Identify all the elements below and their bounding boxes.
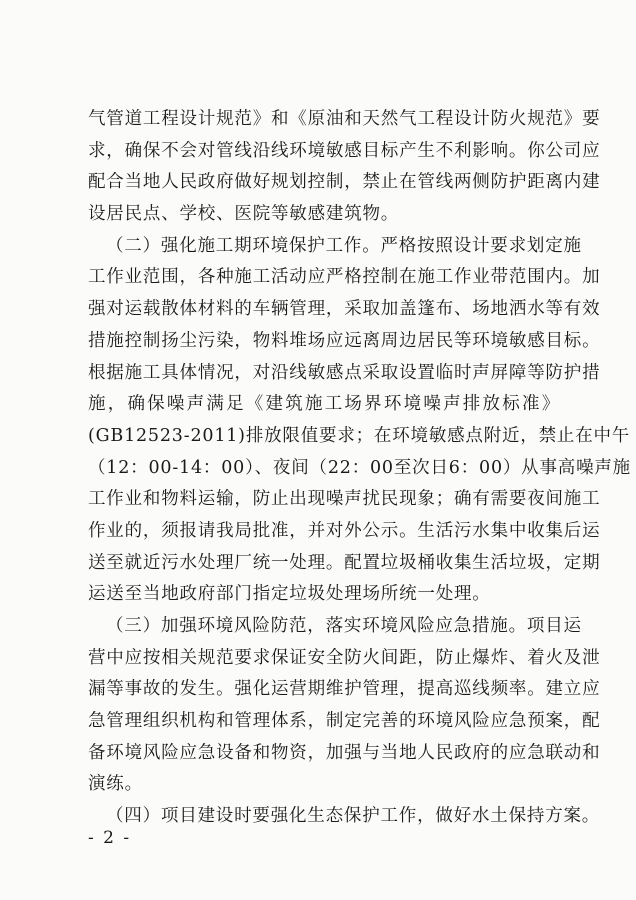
text-line: 运送至当地政府部门指定垃圾处理场所统一处理。 <box>88 584 491 605</box>
text-line: 营中应按相关规范要求保证安全防火间距，防止爆炸、着火及泄 <box>88 647 601 668</box>
text-line: 强对运载散体材料的车辆管理，采取加盖篷布、场地洒水等有效 <box>88 299 601 320</box>
text-line: 作业的，须报请我局批准，并对外公示。生活污水集中收集后运 <box>88 520 601 541</box>
text-line: 配合当地人民政府做好规划控制，禁止在管线两侧防护距离内建 <box>88 172 601 193</box>
text-line: （二）强化施工期环境保护工作。严格按照设计要求划定施 <box>106 235 582 256</box>
text-line: （三）加强环境风险防范，落实环境风险应急措施。项目运 <box>106 616 582 636</box>
text-line: 漏等事故的发生。强化运营期维护管理，提高巡线频率。建立应 <box>88 679 601 700</box>
text-line: 急管理组织机构和管理体系，制定完善的环境风险应急预案，配 <box>88 711 601 732</box>
text-line: (GB12523-2011)排放限值要求；在环境敏感点附近，禁止在中午 <box>88 425 631 446</box>
body-text <box>88 104 631 833</box>
text-line: 气管道工程设计规范》和《原油和天然气工程设计防火规范》要 <box>88 109 601 129</box>
text-line: 演练。 <box>88 774 143 795</box>
text-line: 送至就近污水处理厂统一处理。配置垃圾桶收集生活垃圾，定期 <box>88 552 601 573</box>
text-line: 备环境风险应急设备和物资，加强与当地人民政府的应急联动和 <box>88 742 601 763</box>
text-line: （12：00-14：00）、夜间（22：00至次日6：00）从事高噪声施 <box>88 457 631 478</box>
text-line: （四）项目建设时要强化生态保护工作，做好水土保持方案。 <box>106 806 601 827</box>
text-line: 工作业和物料运输，防止出现噪声扰民现象；确有需要夜间施工 <box>88 489 601 510</box>
text-line: 设居民点、学校、医院等敏感建筑物。 <box>88 204 400 225</box>
text-line: 施，确保噪声满足《建筑施工场界环境噪声排放标准》 <box>88 394 560 415</box>
text-line: 措施控制扬尘污染，物料堆场应远离周边居民等环境敏感目标。 <box>88 330 601 351</box>
text-line: 工作业范围，各种施工活动应严格控制在施工作业带范围内。加 <box>88 267 601 288</box>
page-number: - 2 - <box>88 828 132 848</box>
text-line: 求，确保不会对管线沿线环境敏感目标产生不利影响。你公司应 <box>88 140 601 161</box>
text-line: 根据施工具体情况，对沿线敏感点采取设置临时声屏障等防护措 <box>88 362 601 383</box>
